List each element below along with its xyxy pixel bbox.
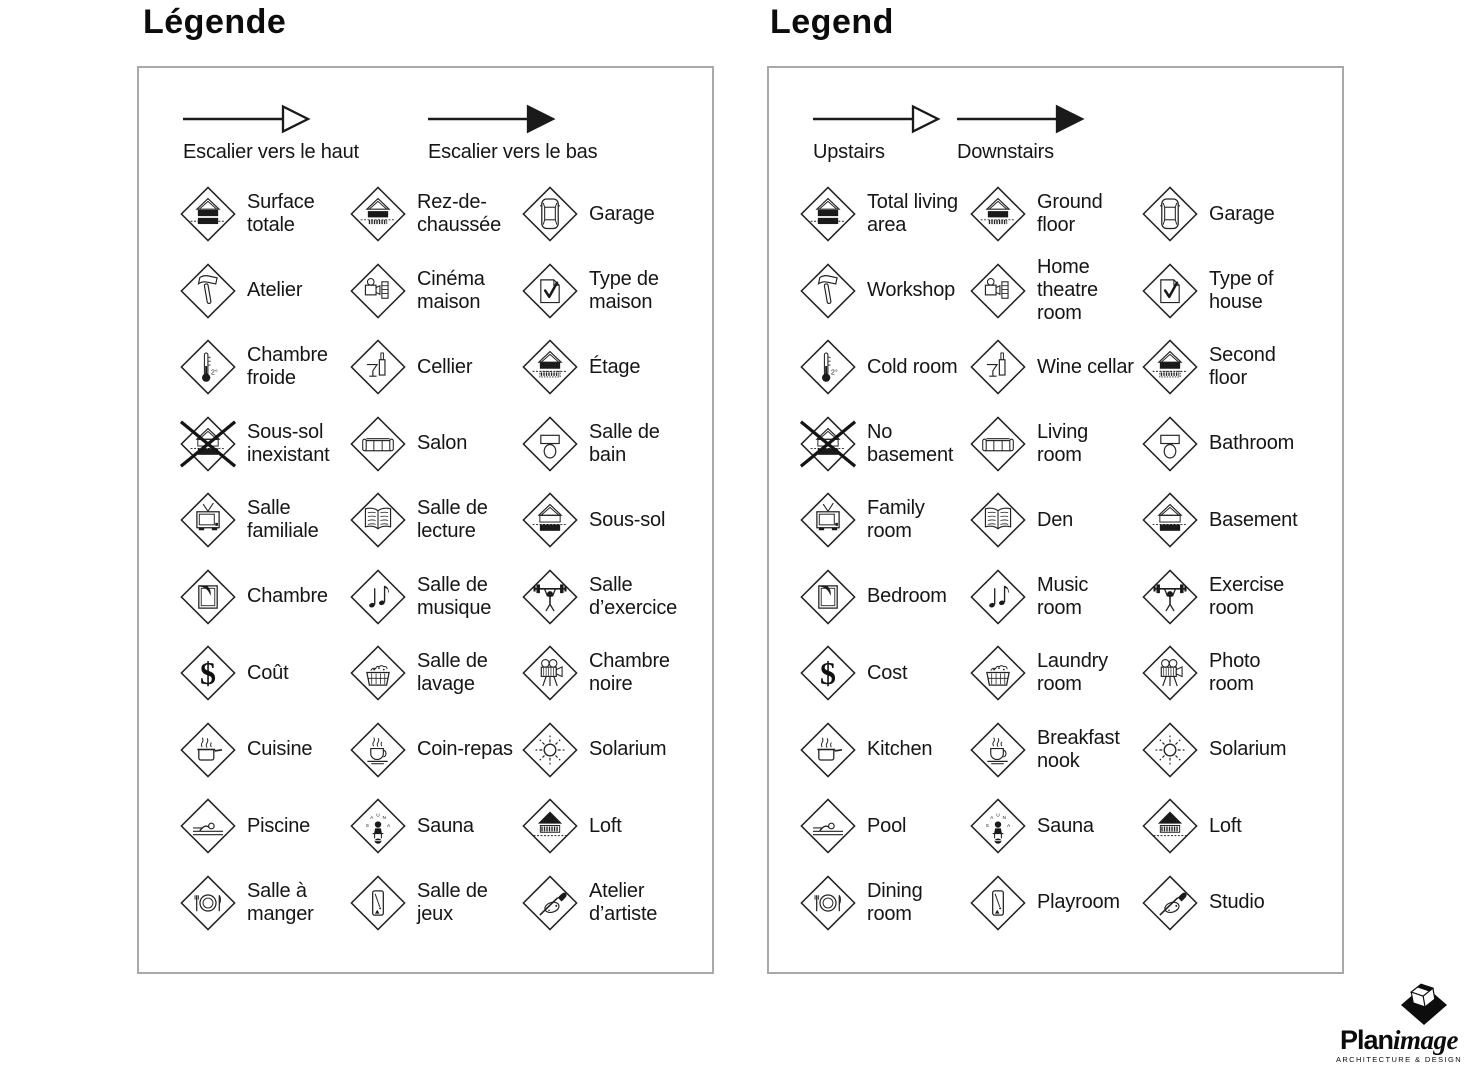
legend-item-home-theatre [969, 253, 1141, 330]
legend-item-label: Garage [589, 202, 655, 225]
downstairs-arrow-block [957, 102, 1085, 164]
basement-icon [1141, 491, 1199, 549]
legend-item-wine-cellar [969, 329, 1141, 406]
music-room-icon [349, 568, 407, 626]
legend-item-label: Kitchen [867, 738, 933, 761]
planimage-logo-text [1334, 1027, 1464, 1054]
legend-item-label: Basement [1209, 508, 1298, 531]
legend-item-ground-floor [969, 176, 1141, 253]
legend-item-breakfast-nook [349, 712, 521, 789]
second-floor-icon [521, 338, 579, 396]
legend-item-label: Bedroom [867, 585, 947, 608]
legend-item-no-basement [179, 406, 349, 483]
legend-item-playroom [349, 865, 521, 942]
legend-item-bedroom [799, 559, 969, 636]
legend-item-laundry-room [969, 635, 1141, 712]
studio-icon [521, 874, 579, 932]
legend-item-total-area [799, 176, 969, 253]
legend-item-label: Bathroom [1209, 432, 1295, 455]
legend-item-den [349, 482, 521, 559]
bedroom-icon [179, 568, 237, 626]
legend-item-dining-room [179, 865, 349, 942]
studio-icon [1141, 874, 1199, 932]
legend-item-label: Second floor [1209, 344, 1276, 390]
legend-item-breakfast-nook [969, 712, 1141, 789]
legend-item-garage [1141, 176, 1342, 253]
pool-icon [799, 797, 857, 855]
legend-item-total-area [179, 176, 349, 253]
legend-item-label: Salle de jeux [417, 879, 488, 925]
legend-item-photo-room [521, 635, 712, 712]
legend-item-den [969, 482, 1141, 559]
legend-item-label: Workshop [867, 279, 956, 302]
basement-icon [521, 491, 579, 549]
legend-panel-en [767, 66, 1344, 974]
legend-item-label: Salle de lavage [417, 650, 488, 696]
playroom-icon [349, 874, 407, 932]
legend-item-pool [799, 788, 969, 865]
den-icon [969, 491, 1027, 549]
legend-item-label: Loft [1209, 814, 1242, 837]
legend-item-label: Étage [589, 355, 641, 378]
cold-room-icon [799, 338, 857, 396]
legend-item-label: Salon [417, 432, 468, 455]
living-room-icon [969, 415, 1027, 473]
legend-item-label: Surface totale [247, 191, 315, 237]
legend-item-label: Type of house [1209, 267, 1274, 313]
playroom-icon [969, 874, 1027, 932]
kitchen-icon [799, 721, 857, 779]
legend-item-label: Atelier [247, 279, 303, 302]
upstairs-arrow-label: Escalier vers le haut [183, 141, 359, 163]
legend-item-cost [179, 635, 349, 712]
no-basement-icon [179, 415, 237, 473]
legend-item-label: Salle à manger [247, 879, 314, 925]
solarium-icon [521, 721, 579, 779]
page-title-fr: Légende [143, 3, 287, 41]
legend-item-sauna [969, 788, 1141, 865]
workshop-icon [179, 262, 237, 320]
legend-item-second-floor [521, 329, 712, 406]
cost-icon [179, 644, 237, 702]
legend-item-laundry-room [349, 635, 521, 712]
legend-item-label: Exercise room [1209, 573, 1285, 619]
legend-item-label: Coin-repas [417, 738, 513, 761]
loft-icon [1141, 797, 1199, 855]
legend-item-bathroom [1141, 406, 1342, 483]
legend-item-label: Photo room [1209, 650, 1261, 696]
legend-item-label: Ground floor [1037, 191, 1103, 237]
page-title-en: Legend [770, 3, 894, 41]
legend-item-basement [521, 482, 712, 559]
total-area-icon [179, 185, 237, 243]
family-room-icon [799, 491, 857, 549]
legend-item-label: Solarium [1209, 738, 1287, 761]
legend-item-ground-floor [349, 176, 521, 253]
legend-item-no-basement [799, 406, 969, 483]
legend-item-kitchen [799, 712, 969, 789]
legend-item-label: Sous-sol [589, 508, 666, 531]
home-theatre-icon [349, 262, 407, 320]
ground-floor-icon [969, 185, 1027, 243]
legend-item-label: Home theatre room [1037, 255, 1098, 325]
laundry-room-icon [349, 644, 407, 702]
legend-item-kitchen [179, 712, 349, 789]
exercise-room-icon [1141, 568, 1199, 626]
legend-item-playroom [969, 865, 1141, 942]
legend-item-label: Sauna [1037, 814, 1094, 837]
living-room-icon [349, 415, 407, 473]
upstairs-arrow-icon [183, 102, 311, 136]
bathroom-icon [521, 415, 579, 473]
legend-item-cost [799, 635, 969, 712]
downstairs-arrow-label: Escalier vers le bas [428, 141, 598, 163]
legend-item-label: Breakfast nook [1037, 726, 1120, 772]
legend-item-family-room [179, 482, 349, 559]
legend-item-label: Salle de lecture [417, 497, 488, 543]
legend-item-music-room [969, 559, 1141, 636]
legend-item-cold-room [799, 329, 969, 406]
upstairs-arrow-icon [813, 102, 941, 136]
legend-item-label: Cost [867, 661, 908, 684]
legend-item-label: Garage [1209, 202, 1275, 225]
legend-item-workshop [799, 253, 969, 330]
legend-item-label: Family room [867, 497, 925, 543]
legend-item-label: Cellier [417, 355, 473, 378]
legend-item-type-of-house [521, 253, 712, 330]
second-floor-icon [1141, 338, 1199, 396]
music-room-icon [969, 568, 1027, 626]
legend-item-workshop [179, 253, 349, 330]
legend-item-studio [521, 865, 712, 942]
legend-item-label: Rez-de-chaussée [417, 191, 502, 237]
legend-item-label: Wine cellar [1037, 355, 1134, 378]
legend-item-label: Salle familiale [247, 497, 319, 543]
total-area-icon [799, 185, 857, 243]
legend-item-exercise-room [1141, 559, 1342, 636]
downstairs-arrow-icon [957, 102, 1085, 136]
legend-item-label: Cinéma maison [417, 267, 485, 313]
ground-floor-icon [349, 185, 407, 243]
legend-item-label: Type de maison [589, 267, 659, 313]
stairs-arrows-fr [183, 102, 597, 164]
legend-item-second-floor [1141, 329, 1342, 406]
photo-room-icon [521, 644, 579, 702]
kitchen-icon [179, 721, 237, 779]
legend-grid-fr [139, 176, 712, 941]
legend-item-home-theatre [349, 253, 521, 330]
upstairs-arrow-block [183, 102, 428, 164]
legend-item-label: Studio [1209, 891, 1265, 914]
downstairs-arrow-icon [428, 102, 556, 136]
legend-item-loft [521, 788, 712, 865]
legend-item-solarium [521, 712, 712, 789]
loft-icon [521, 797, 579, 855]
pool-icon [179, 797, 237, 855]
exercise-room-icon [521, 568, 579, 626]
stairs-arrows-en [813, 102, 1085, 164]
wine-cellar-icon [349, 338, 407, 396]
legend-item-label: Salle d’exercice [589, 573, 678, 619]
legend-item-label: Den [1037, 508, 1074, 531]
den-icon [349, 491, 407, 549]
legend-item-label: Dining room [867, 879, 923, 925]
legend-item-label: Salle de musique [417, 573, 492, 619]
legend-item-bathroom [521, 406, 712, 483]
family-room-icon [179, 491, 237, 549]
legend-item-label: Music room [1037, 573, 1089, 619]
legend-item-label: Pool [867, 814, 907, 837]
legend-item-wine-cellar [349, 329, 521, 406]
dining-room-icon [179, 874, 237, 932]
legend-item-pool [179, 788, 349, 865]
cold-room-icon [179, 338, 237, 396]
legend-item-photo-room [1141, 635, 1342, 712]
legend-item-label: No basement [867, 420, 954, 466]
legend-item-bedroom [179, 559, 349, 636]
legend-item-label: Sauna [417, 814, 474, 837]
planimage-logo-tagline: ARCHITECTURE & DESIGN [1335, 1055, 1463, 1064]
legend-item-label: Coût [247, 661, 289, 684]
bathroom-icon [1141, 415, 1199, 473]
legend-item-label: Playroom [1037, 891, 1120, 914]
legend-item-music-room [349, 559, 521, 636]
legend-item-type-of-house [1141, 253, 1342, 330]
garage-icon [521, 185, 579, 243]
legend-item-label: Piscine [247, 814, 311, 837]
legend-item-label: Atelier d’artiste [589, 879, 658, 925]
legend-item-family-room [799, 482, 969, 559]
bedroom-icon [799, 568, 857, 626]
legend-item-label: Cold room [867, 355, 958, 378]
logo-brand-italic: image [1393, 1025, 1459, 1055]
workshop-icon [799, 262, 857, 320]
legend-item-label: Loft [589, 814, 622, 837]
photo-room-icon [1141, 644, 1199, 702]
legend-item-living-room [349, 406, 521, 483]
planimage-logo [1334, 981, 1464, 1064]
upstairs-arrow-label: Upstairs [813, 141, 885, 163]
legend-item-dining-room [799, 865, 969, 942]
downstairs-arrow-label: Downstairs [957, 141, 1054, 163]
legend-grid-en [769, 176, 1342, 941]
legend-item-solarium [1141, 712, 1342, 789]
sauna-icon [969, 797, 1027, 855]
legend-item-loft [1141, 788, 1342, 865]
cost-icon [799, 644, 857, 702]
legend-item-studio [1141, 865, 1342, 942]
legend-item-cold-room [179, 329, 349, 406]
legend-item-label: Living room [1037, 420, 1089, 466]
legend-item-label: Salle de bain [589, 420, 660, 466]
wine-cellar-icon [969, 338, 1027, 396]
dining-room-icon [799, 874, 857, 932]
logo-brand-bold: Plan [1339, 1025, 1394, 1055]
legend-item-label: Laundry room [1037, 650, 1108, 696]
legend-item-label: Solarium [589, 738, 667, 761]
legend-item-basement [1141, 482, 1342, 559]
solarium-icon [1141, 721, 1199, 779]
legend-item-garage [521, 176, 712, 253]
downstairs-arrow-block [428, 102, 597, 164]
sauna-icon [349, 797, 407, 855]
laundry-room-icon [969, 644, 1027, 702]
legend-item-sauna [349, 788, 521, 865]
legend-item-living-room [969, 406, 1141, 483]
legend-item-label: Chambre noire [589, 650, 670, 696]
legend-panel-fr [137, 66, 714, 974]
legend-item-label: Chambre froide [247, 344, 328, 390]
legend-item-label: Total living area [867, 191, 958, 237]
type-of-house-icon [521, 262, 579, 320]
upstairs-arrow-block [813, 102, 957, 164]
breakfast-nook-icon [969, 721, 1027, 779]
no-basement-icon [799, 415, 857, 473]
type-of-house-icon [1141, 262, 1199, 320]
legend-item-label: Sous-sol inexistant [247, 420, 330, 466]
planimage-logo-mark-icon [1398, 981, 1450, 1027]
breakfast-nook-icon [349, 721, 407, 779]
legend-item-label: Chambre [247, 585, 328, 608]
legend-item-exercise-room [521, 559, 712, 636]
home-theatre-icon [969, 262, 1027, 320]
legend-item-label: Cuisine [247, 738, 313, 761]
garage-icon [1141, 185, 1199, 243]
